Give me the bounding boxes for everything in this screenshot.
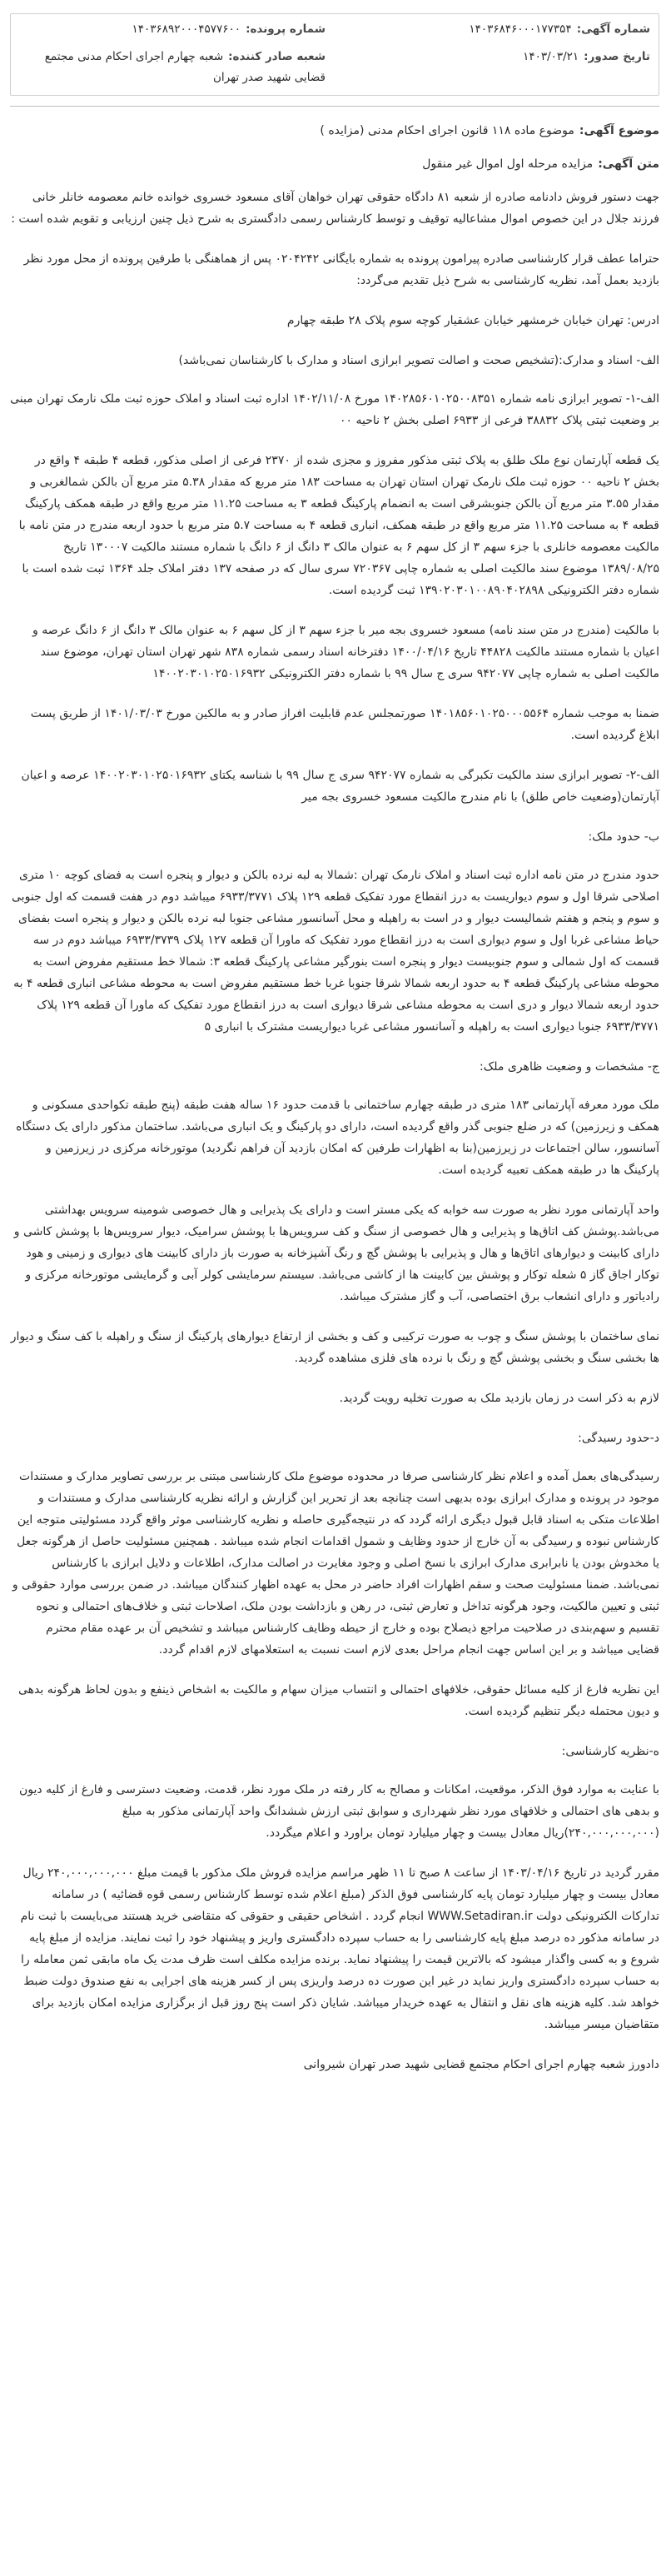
expert-order-paragraph: حتراما عطف قرار کارشناسی صادره پیرامون پرونده به شماره بایگانی ۰۲۰۴۲۴۲ پس از هماهنگی با طرفین پرونده از محل مورد نظر بازدید بعمل آمد، نظریه کارشناسی به شرح ذیل تقدیم می‌گردد:: [23, 252, 659, 287]
auction-terms-paragraph: مقرر گردید در تاریخ ۱۴۰۳/۰۴/۱۶ از ساعت ۸ صبح تا ۱۱ ظهر مراسم مزایده فروش ملک مذکور با قیمت مبلغ ۲۴۰,۰۰۰,۰۰۰,۰۰۰ ریال معادل بیست و چهار میلیارد تومان پایه کارشناسی فوق الذکر (مبلغ اعلام شده توسط کارشناس رسمی قوه قضائیه ) در سامانه تدارکات الکترونیکی دولت WWW.Setadiran.ir انجام گردد . اشخاص حقیقی و حقوقی که متقاضی خرید هستند می‌بایست با ثبت نام در سامانه مذکور ده درصد مبلغ پایه کارشناسی را به حساب سپرده دادگستری واریز و پیشنهاد خود را ثبت نمایند. مزایده از مبلغ پایه شروع و به کسی واگذار میشود که بالاترین قیمت را پیشنهاد نماید. برنده مزایده مکلف است ظرف مدت یک ماه مابقی ثمن معامله را به حساب سپرده دادگستری واریز نماید در غیر این صورت ده درصد واریزی پس از کسر هزینه های اجرایی به نفع صندوق دولت ضبط خواهد شد. کلیه هزینه های نقل و انتقال به عهده خریدار میباشد. شایان ذکر است پنج روز قبل از برگزاری مزایده امکان بازدید برای متقاضیان میسر میباشد.: [20, 1866, 659, 2031]
section-d-heading: د-حدود رسیدگی:: [578, 1432, 659, 1445]
case-number-label: شماره پرونده:: [246, 22, 326, 36]
notice-text-label: متن آگهی:: [598, 157, 659, 171]
section-a1-note-paragraph: ضمنا به موجب شماره ۱۴۰۱۸۵۶۰۱۰۲۵۰۰۰۵۵۶۴ صورتمجلس عدم قابلیت افراز صادر و به مالکین مورخ ۱۴۰۱/۰۳/۰۳ از طریق پست ابلاغ گردیده است.: [30, 707, 659, 742]
issuing-branch: شعبه چهارم اجرای احکام مدنی مجتمع قضایی شهید صدر تهران: [44, 50, 326, 84]
address-line: ادرس: تهران خیابان خرمشهر خیابان عشقیار کوچه سوم پلاک ۲۸ طبقه چهارم: [286, 314, 659, 327]
review-scope-paragraph: رسیدگی‌های بعمل آمده و اعلام نظر کارشناسی صرفا در محدوده موضوع ملک کارشناسی مبتنی بر بررسی تصاویر مدارک و مستندات موجود در پرونده و مدارک ابرازی بوده بدیهی است چنانچه بعد از تحریر این گزارش و ارائه نظریه کارشناسی مدارک و مستندات و اطلاعات متکی به اسناد قابل قبول دیگری ارائه گردد که در نتیجه‌گیری حاصله و نظریه کارشناسی موثر واقع گردد مسئولیتی متوجه این کارشناس نبوده و رسیدگی به آن خارج از حدود وظایف و شمول اقدامات انجام شده میباشد . همچنین مسئولیت حاصل از هرگونه جعل یا مخدوش بودن یا نابرابری مدارک ابرازی با نسخ اصلی و وجود مغایرت در اصالت مدارک، اطلاعات و دلایل ابرازی با کارشناس نمی‌باشد. ضمنا مسئولیت صحت و سقم اظهارات افراد حاضر در محل به عهده اظهار کنندگان میباشد. در ضمن بررسی موارد حقوقی و ثبتی و تعیین مالکیت، وجود هرگونه تداخل و تعارض ثبتی، در رهن و بازداشت بودن ملک، اصلاحات ثبتی و خلاف‌های احتمالی و نحوه تقسیم و سهم‌بندی در صلاحیت مراجع ذیصلاح بوده و خارج از حیطه وظایف کارشناس میباشد و تشخیص آن بر عهده مقام محترم قضایی میباشد و بر این اساس جهت انجام مراحل بعدی لازم است نسبت به استعلامهای لازم اقدام گردد.: [12, 1470, 659, 1657]
notice-text-line: [10, 153, 659, 175]
section-c-heading: ج- مشخصات و وضعیت ظاهری ملک:: [480, 1060, 659, 1074]
vacancy-note-paragraph: لازم به ذکر است در زمان بازدید ملک به صورت تخلیه رویت گردید.: [339, 1392, 659, 1405]
section-a1-paragraph: الف-۱- تصویر ابرازی نامه شماره ۱۴۰۲۸۵۶۰۱۰۲۵۰۰۸۳۵۱ مورخ ۱۴۰۲/۱۱/۰۸ اداره ثبت اسناد و املاک حوزه ثبت ملک نارمک تهران مبنی بر وضعیت ثبتی پلاک ۳۸۸۳۲ فرعی از ۶۹۳۳ اصلی بخش ۲ ناحیه ۰۰: [10, 392, 659, 427]
issue-date-cell: [344, 47, 650, 88]
notice-header-box: [10, 13, 659, 96]
issue-date: ۱۴۰۳/۰۳/۲۱: [523, 50, 579, 63]
boundaries-paragraph: حدود مندرج در متن نامه اداره ثبت اسناد و املاک نارمک تهران :شمالا به لبه نرده بالکن و دیوار و پنجره است به فضای کوچه ۱۰ متری اصلاحی شرقا اول و سوم دیواریست به درز انقطاع مورد تفکیک قطعه ۱۲۹ پلاک ۶۹۳۳/۳۷۷۱ میباشد دوم در هفت قسمت که اول جنوبی و سوم و پنجم و هفتم شمالیست دیوار و در است به راهپله و محل آسانسور مشاعی جنوبا لبه نرده بالکن و دیوار و پنجره است بفضای حیاط مشاعی غربا اول و سوم دیواری است به درز انقطاع مورد تفکیک که ماورا آن قطعه ۱۲۷ پلاک ۶۹۳۳/۳۷۳۹ میباشد دوم در سه قسمت که اول شمالی و سوم جنوبیست دیوار و پنجره است بنورگیر مشاعی پارکینگ قطعه ۳: شمالا خط مستقیم مفروض است به محوطه مشاعی پارکینگ قطعه ۴ به حدود اربعه شمالا شرقا جنوبا غربا خط مستقیم مفروض است به محوطه مشاعی انباری قطعه ۴ به حدود اربعه شمالا دیوار و دری است به محوطه مشاعی شرقا دیواری است به درز انقطاع مورد تفکیک که ماورا آن قطعه ۱۲۹ پلاک ۶۹۳۳/۳۷۷۱ جنوبا دیواری است به راهپله و آسانسور مشاعی غربا دیواریست مشترک با انباری ۵: [12, 869, 659, 1034]
notice-number-cell: [344, 19, 650, 40]
issuing-branch-label: شعبه صادر کننده:: [228, 50, 326, 63]
subject-text: موضوع ماده ۱۱۸ قانون اجرای احکام مدنی (مزایده ): [320, 124, 574, 137]
section-a1-second-owner-paragraph: با مالکیت (مندرج در متن سند نامه) مسعود خسروی بجه میر با جزء سهم ۳ از کل سهم ۶ به عنوان مالک ۳ دانگ از ۶ دانگ عرصه و اعیان با شماره مستند مالکیت ۴۴۸۲۸ تاریخ ۱۴۰۰/۰۴/۱۶ دفترخانه اسناد رسمی شماره ۸۳۸ شهر تهران استان تهران، موضوع سند مالکیت اصلی به شماره چاپی ۹۴۲۰۷۷ سری ج سال ۹۹ با شماره دفتر الکترونیکی ۱۴۰۰۲۰۳۰۱۰۲۵۰۱۶۹۳۲: [32, 624, 659, 680]
intro-paragraph: جهت دستور فروش دادنامه صادره از شعبه ۸۱ دادگاه حقوقی تهران خواهان آقای مسعود خسروی خوانده خانم معصومه خانلر خانی فرزند جلال در این خصوص اموال مشاعالیه توقیف و توسط کارشناس رسمی دادگستری به شرح ذیل چنین ارزیابی و تقویم شده است :: [11, 191, 659, 226]
subject-line: [10, 120, 659, 142]
unit-description-paragraph: واحد آپارتمانی مورد نظر به صورت سه خوابه که یکی مستر است و دارای یک پذیرایی و هال خصوصی شومینه سرویس بهداشتی می‌باشد.پوشش کف اتاق‌ها و پذیرایی و هال خصوصی از سنگ و کف سرویس‌ها با پوشش سرامیک، دیوار سرویس‌ها با پوشش کاشی و دارای کابینت و دیوارهای اتاق‌ها و هال و پذیرایی با پوشش گچ و رنگ آشپزخانه به صورت باز دارای کابینت های دیواری و زمینی و هود توکار اجاق گاز ۵ شعله توکار و پوشش بین کابینت ها از کاشی می‌باشد. سیستم سرمایشی کولر آبی و گرمایشی موتورخانه مرکزی و رادیاتور و دارای انشعاب برق اختصاصی، آب و گاز مشترک میباشد.: [13, 1203, 659, 1303]
valuation-paragraph: با عنایت به موارد فوق الذکر، موقعیت، امکانات و مصالح به کار رفته در ملک مورد نظر، قدمت، وضعیت دسترسی و فارغ از کلیه دیون و بدهی های احتمالی و خلافهای مورد نظر شهرداری و سوابق ثبتی ارزش ششدانگ واحد آپارتمانی مذکور به مبلغ (۲۴۰,۰۰۰,۰۰۰,۰۰۰)ریال معادل بیست و چهار میلیارد تومان براورد و اعلام میگردد.: [19, 1783, 659, 1840]
notice-number: ۱۴۰۳۶۸۴۶۰۰۰۱۷۷۳۵۴: [469, 22, 572, 36]
section-a2-paragraph: الف-۲- تصویر ابرازی سند مالکیت تکبرگی به شماره ۹۴۲۰۷۷ سری ج سال ۹۹ با شناسه یکتای ۱۴۰۰۲۰۳۰۱۰۲۵۰۱۶۹۳۲ عرصه و اعیان آپارتمان(وضعیت خاص طلق) با نام مندرج مالکیت مسعود خسروی بجه میر: [21, 769, 659, 804]
review-disclaimer-paragraph: این نظریه فارغ از کلیه مسائل حقوقی، خلافهای احتمالی و انتساب میزان سهام و مالکیت به اشخاص ذینفع و بدون لحاظ هرگونه بدهی و دیون محتمله دیگر تنظیم گردیده است.: [18, 1683, 659, 1718]
notice-text: مزایده مرحله اول اموال غیر منقول: [422, 157, 594, 171]
section-a1-details-paragraph: یک قطعه آپارتمان نوع ملک طلق به پلاک ثبتی مذکور مفروز و مجزی شده از ۲۳۷۰ فرعی از اصلی مذکور، قطعه ۴ طبقه ۴ واقع در بخش ۲ ناحیه ۰۰ حوزه ثبت ملک نارمک تهران استان تهران به مساحت ۱۸۳ متر مربع که مقدار ۵.۳۸ متر مربع آن بالکن شمالغربی و مقدار ۳.۵۵ متر مربع آن بالکن جنوبشرقی است به انضمام پارکینگ قطعه ۳ به مساحت ۱۱.۲۵ متر مربع واقع در طبقه همکف پارکینگ قطعه ۴ به مساحت ۱۱.۲۵ متر مربع واقع در طبقه همکف، انباری قطعه ۴ به مساحت ۵.۷ متر مربع با حدود اربعه مندرج در متن نامه با مالکیت معصومه خانلری با جزء سهم ۳ از کل سهم ۶ به عنوان مالک ۳ دانگ از ۶ دانگ با شماره مستند مالکیت ۱۳۰۰۰۷ تاریخ ۱۳۸۹/۰۸/۲۵ موضوع سند مالکیت اصلی به شماره چاپی ۷۲۰۳۶۷ سری سال که در صفحه ۱۳۷ دفتر املاک جلد ۱۳۶۴ ثبت شده است با شماره دفتر الکترونیکی ۱۳۹۰۲۰۳۰۱۰۰۸۹۰۴۰۲۸۹۸ ثبت گردیده است.: [18, 454, 659, 597]
issuing-branch-cell: [19, 47, 326, 88]
case-number: ۱۴۰۳۶۸۹۲۰۰۰۴۵۷۷۶۰۰: [132, 22, 241, 36]
issue-date-label: تاریخ صدور:: [584, 50, 650, 63]
header-divider: [10, 106, 659, 107]
section-b-heading: ب- حدود ملک:: [588, 830, 659, 844]
facade-description-paragraph: نمای ساختمان با پوشش سنگ و چوب به صورت ترکیبی و کف و بخشی از ارتفاع دیوارهای پارکینگ از سنگ و راهپله با کف سنگ و دیوار ها بخشی سنگ و بخشی پوشش گچ و رنگ با نرده های فلزی مشاهده گردید.: [10, 1330, 659, 1365]
header-row-2: [19, 47, 650, 88]
case-number-cell: [19, 19, 326, 40]
signature-line: دادورز شعبه چهارم اجرای احکام مجتمع قضایی شهید صدر تهران شیروانی: [303, 2058, 659, 2071]
header-row-1: [19, 19, 650, 40]
section-a-heading: الف- اسناد و مدارک:(تشخیص صحت و اصالت تصویر ابرازی اسناد و مدارک با کارشناسان نمی‌باشد): [178, 354, 659, 367]
building-description-paragraph: ملک مورد معرفه آپارتمانی ۱۸۳ متری در طبقه چهارم ساختمانی با قدمت حدود ۱۶ ساله هفت طبقه (پنج طبقه تکواحدی مسکونی و همکف و زیرزمین) که در ضلع جنوبی گذر واقع گردیده است، دارای دو پارکینگ و یک انباری می‌باشد. ساختمان مذکور دارای یک دستگاه آسانسور، سالن اجتماعات در زیرزمین(بنا به اظهارات طرفین که امکان بازدید آن فراهم نگردید) موتورخانه مرکزی در زیرزمین و پارکینگ ها در طبقه همکف تعبیه گردیده است.: [16, 1099, 659, 1177]
section-e-heading: ه-نظریه کارشناسی:: [561, 1745, 659, 1758]
subject-label: موضوع آگهی:: [579, 124, 659, 137]
notice-number-label: شماره آگهی:: [576, 22, 650, 36]
